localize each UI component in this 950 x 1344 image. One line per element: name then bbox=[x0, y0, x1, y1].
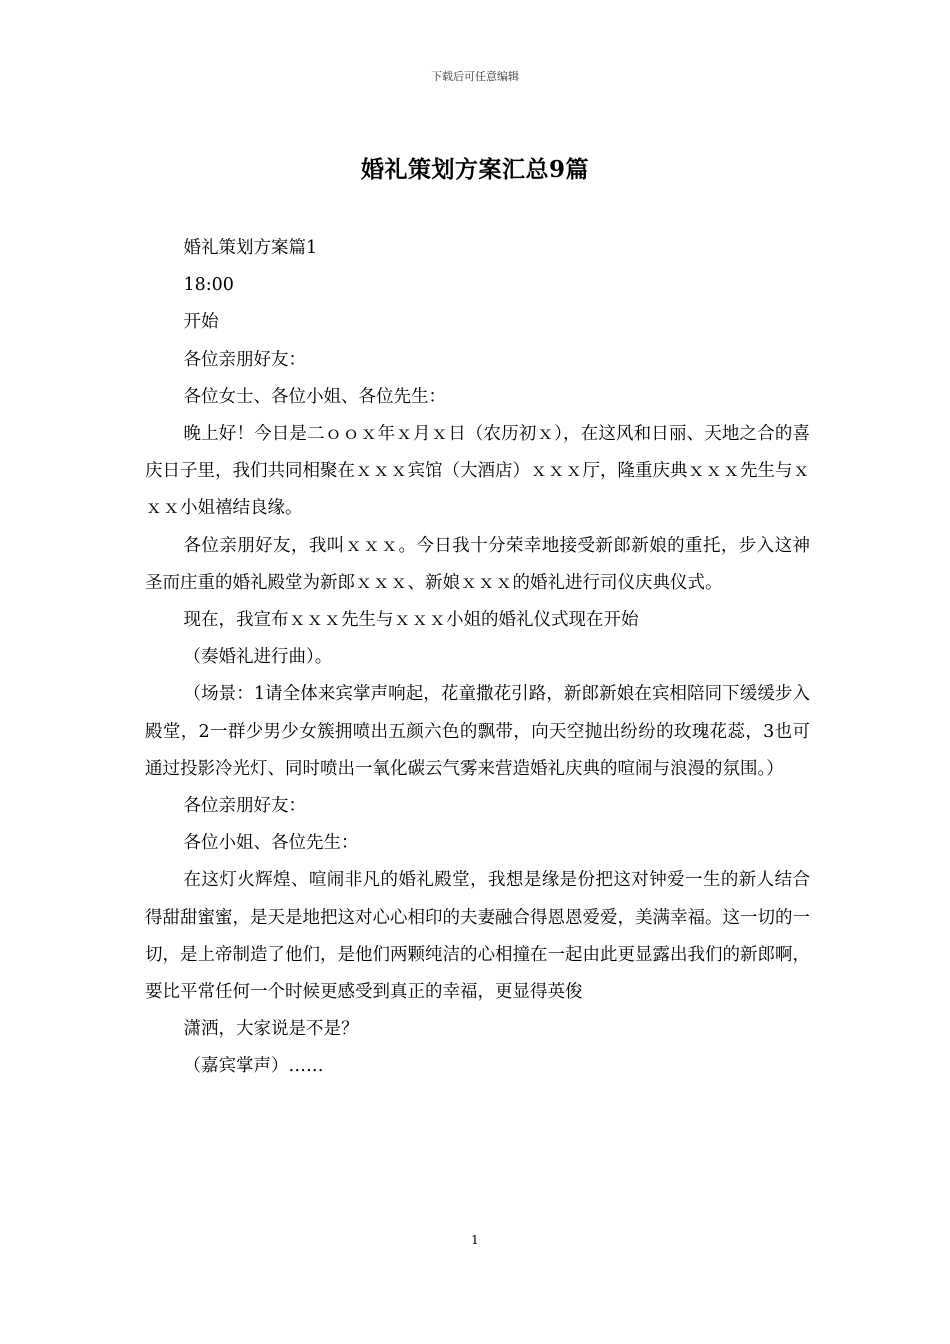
paragraph: （场景：1请全体来宾掌声响起，花童撒花引路，新郎新娘在宾相陪同下缓缓步入殿堂，2一群少男少女簇拥喷出五颜六色的飘带，向天空抛出纷纷的玫瑰花蕊，3也可通过投影冷光灯、同时喷出一氧化碳云气雾来营造婚礼庆典的喧闹与浪漫的氛围。） bbox=[145, 684, 810, 779]
paragraph: 现在，我宣布ｘｘｘ先生与ｘｘｘ小姐的婚礼仪式现在开始 bbox=[183, 610, 639, 631]
document-title: 婚礼策划方案汇总9篇 bbox=[360, 156, 589, 183]
paragraph: 在这灯火辉煌、喧闹非凡的婚礼殿堂，我想是缘是份把这对钟爱一生的新人结合得甜甜蜜蜜，是天是地把这对心心相印的夫妻融合得恩恩爱爱，美满幸福。这一切的一切，是上帝制造了他们，是他们两颗纯洁的心相撞在一起由此更显露出我们的新郎啊，要比平常任何一个时候更感受到真正的幸福，更显得英俊 bbox=[145, 870, 810, 1003]
paragraph: （奏婚礼进行曲）。 bbox=[183, 647, 333, 668]
page-number: 1 bbox=[471, 1233, 479, 1247]
paragraph: 潇洒，大家说是不是？ bbox=[183, 1019, 359, 1040]
paragraph: 晚上好！今日是二ｏｏｘ年ｘ月ｘ日（农历初ｘ），在这风和日丽、天地之合的喜庆日子里，我们共同相聚在ｘｘｘ宾馆（大酒店）ｘｘｘ厅，隆重庆典ｘｘｘ先生与ｘｘｘ小姐禧结良缘。 bbox=[145, 424, 810, 519]
paragraph: 各位亲朋好友： bbox=[183, 349, 306, 370]
paragraph: 各位亲朋好友，我叫ｘｘｘ。今日我十分荣幸地接受新郎新娘的重托，步入这神圣而庄重的婚礼殿堂为新郎ｘｘｘ、新娘ｘｘｘ的婚礼进行司仪庆典仪式。 bbox=[145, 535, 810, 593]
paragraph: （嘉宾掌声）…… bbox=[183, 1056, 324, 1077]
paragraph: 各位女士、各位小姐、各位先生： bbox=[183, 386, 446, 407]
paragraph: 各位小姐、各位先生： bbox=[183, 833, 359, 854]
paragraph: 18:00 bbox=[183, 275, 234, 296]
paragraph: 婚礼策划方案篇1 bbox=[183, 238, 318, 258]
header-note: 下载后可任意编辑 bbox=[431, 70, 519, 83]
paragraph: 各位亲朋好友： bbox=[183, 796, 306, 817]
paragraph: 开始 bbox=[183, 312, 219, 333]
document-body bbox=[145, 230, 810, 1086]
